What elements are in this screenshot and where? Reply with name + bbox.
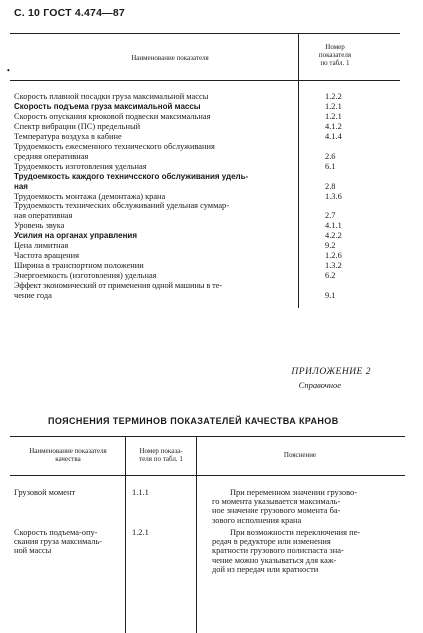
table2-header-line: Номер показа- <box>139 447 183 455</box>
table1-row-number: 1.2.1 <box>325 111 342 121</box>
table1-row-name: Скорость плавной посадки груза максимальной массы <box>14 92 209 101</box>
table2-header-rule <box>10 475 405 476</box>
table2-header-line: качества <box>55 455 81 463</box>
table2-header-name <box>14 447 122 463</box>
table2-header-number <box>128 447 194 463</box>
table1-row-name: Энергоемкость (изготовления) удельная <box>14 271 157 281</box>
page-header: С. 10 ГОСТ 4.474—87 <box>14 7 125 19</box>
table2-row-name <box>14 528 124 556</box>
table2-cell-line: редач в редукторе или изменения <box>212 537 331 547</box>
table1-row-name: Трудоемкость технических обслуживаний удельная суммар- <box>14 201 230 211</box>
table1-row-name: Уровень звука <box>14 221 65 231</box>
table2-title: ПОЯСНЕНИЯ ТЕРМИНОВ ПОКАЗАТЕЛЕЙ КАЧЕСТВА КРАНОВ <box>48 416 339 426</box>
table1-column-divider <box>298 33 299 308</box>
table1-row-name: Эффект экономический от применения одной машины в те- <box>14 281 223 291</box>
table2-row-explanation <box>212 528 398 574</box>
table1-row-name: чение года <box>14 291 52 300</box>
table1-header-number-line: Номер <box>325 43 345 51</box>
table2-column-divider <box>125 436 126 633</box>
table1-row-number: 2.6 <box>325 151 336 161</box>
table1-header-name: Наименование показателя <box>131 54 209 62</box>
table1-row-name: Трудоемкость каждого техничсского обслуживания удель- <box>14 171 249 181</box>
table1-row-name: ная оперативная <box>14 211 73 221</box>
table1-row-name: Ширина в транспортном положении <box>14 261 144 271</box>
table1-top-rule <box>10 33 400 34</box>
table1-header-number <box>305 43 365 67</box>
table2-cell-line: скания груза максималь- <box>14 537 102 547</box>
table1-header-number-line: по табл. 1 <box>320 59 350 67</box>
table2-row-name <box>14 488 122 497</box>
table1-row-number: 4.1.4 <box>325 131 342 141</box>
table2-cell-line: ное значение грузового момента ба- <box>212 506 341 516</box>
table1-row-number: 4.1.1 <box>325 221 342 231</box>
table1-row-number: 1.3.2 <box>325 261 342 271</box>
table1-row-number: 1.3.6 <box>325 191 342 201</box>
table2-cell-line: чение можно указываться для каж- <box>212 555 337 565</box>
table2-cell-line: При переменном значении грузово- <box>230 488 357 497</box>
table1-row-name: Частота вращения <box>14 251 79 261</box>
table1-row-number: 6.2 <box>325 271 336 281</box>
table2-cell-line: Грузовой момент <box>14 488 76 497</box>
table2-cell-line: зового исполнения крана <box>212 515 302 525</box>
table1-row-number: 2.7 <box>325 211 336 221</box>
table1-row-number: 6.1 <box>325 161 336 171</box>
table2-cell-line: кратности грузового полиспаста зна- <box>212 546 344 556</box>
table2-column-divider <box>196 436 197 633</box>
table1-row-name: Усилия на органах управления <box>14 231 138 241</box>
table1-row-name: Трудоемкость изготовления удельная <box>14 161 147 171</box>
table1-header-rule <box>10 80 400 81</box>
table1-row-name: Скорость опускания крюковой подвески максимальная <box>14 111 211 121</box>
table1-row-name: Скорость подъема груза максимальной массы <box>14 101 201 111</box>
table1-row-number: 1.2.1 <box>325 101 342 111</box>
table2-header-line: теля по табл. 1 <box>139 455 183 463</box>
table2-cell-line: ной массы <box>14 546 52 556</box>
table1-row-name: Трудоемкость ежесменного технического обслуживания <box>14 141 215 151</box>
table2-cell-line: дой из передач или кратности <box>212 564 319 574</box>
table1-row-name: Трудоемкость монтажа (демонтажа) крана <box>14 191 166 201</box>
appendix-subtitle: Справочное <box>298 380 341 390</box>
table1-row-name: средняя оперативная <box>14 151 89 161</box>
table2-header-explanation: Пояснение <box>283 451 317 459</box>
appendix-title: ПРИЛОЖЕНИЕ 2 <box>291 367 371 377</box>
table1-row-number: 9.1 <box>325 291 336 300</box>
table1-row-name: Спектр вибрации (ПС) предельный <box>14 121 141 131</box>
table2-row-number: 1.2.1 <box>132 528 149 537</box>
table1-row-number: 9.2 <box>325 241 336 251</box>
table1-row-number: 1.2.6 <box>325 251 342 261</box>
table2-row-explanation <box>212 488 398 525</box>
table2-cell-line: го момента указывается максималь- <box>212 497 341 507</box>
table2-header-line: Наименование показателя <box>29 447 107 455</box>
table1-marker: • <box>7 66 10 75</box>
table2-row-number: 1.1.1 <box>132 488 149 497</box>
table2-cell-line: Скорость подъема-опу- <box>14 528 98 537</box>
table2-cell-line: При возможности переключения пе- <box>230 528 361 537</box>
table1-row-name: Цена лимитная <box>14 241 69 251</box>
table2-top-rule <box>10 436 405 437</box>
table1-row-name: ная <box>14 181 28 191</box>
table1-row-number: 4.1.2 <box>325 121 342 131</box>
table1-row-number: 2.8 <box>325 181 336 191</box>
table1-row-name: Температура воздуха в кабине <box>14 131 122 141</box>
table1-row-number: 1.2.2 <box>325 92 342 101</box>
table1-header-number-line: показателя <box>318 51 352 59</box>
table1-row-number: 4.2.2 <box>325 231 342 241</box>
